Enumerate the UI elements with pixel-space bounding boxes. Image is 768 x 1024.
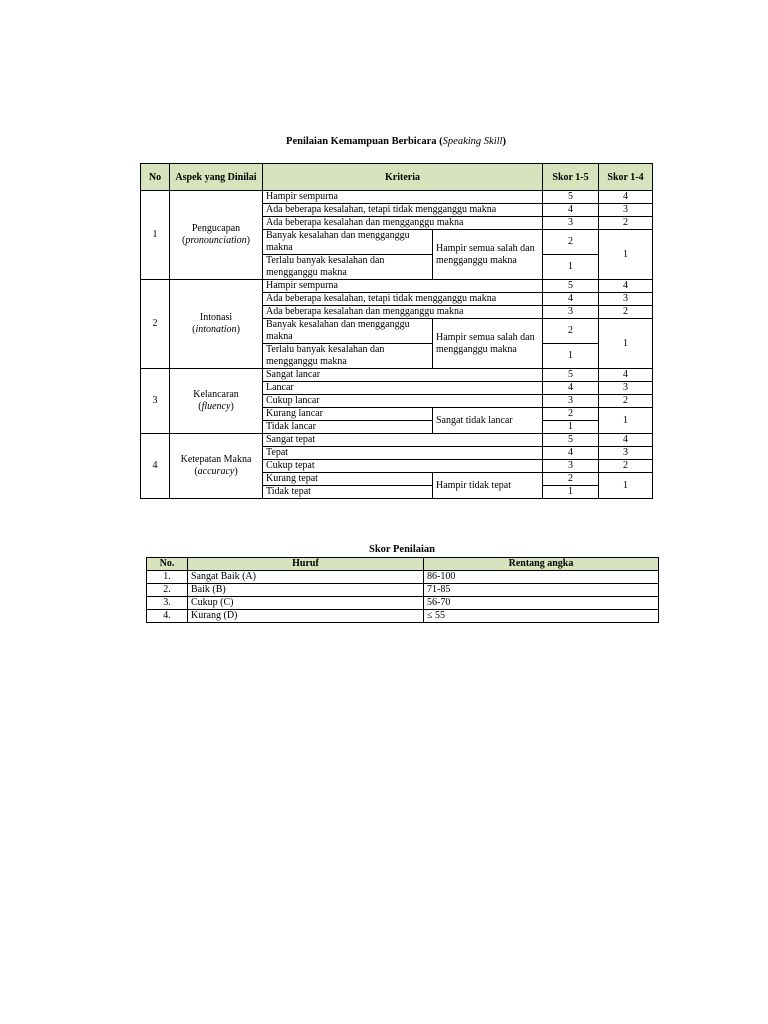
aspect-english: fluency xyxy=(201,401,231,412)
score-header-no: No. xyxy=(147,558,188,571)
header-kriteria: Kriteria xyxy=(263,164,543,191)
criteria-text: Cukup lancar xyxy=(263,395,543,408)
score-1-4: 3 xyxy=(599,382,653,395)
aspect-label: Ketepatan Makna xyxy=(180,454,252,465)
score-1-5: 1 xyxy=(543,421,599,434)
score-no: 4. xyxy=(147,610,188,623)
header-no: No xyxy=(141,164,170,191)
score-table-title: Skor Penilaian xyxy=(368,544,436,555)
criteria-text: Sangat tepat xyxy=(263,434,543,447)
score-1-5: 5 xyxy=(543,280,599,293)
criteria-text: Tidak lancar xyxy=(263,421,433,434)
score-1-5: 2 xyxy=(543,230,599,255)
criteria-merged: Hampir tidak tepat xyxy=(433,473,543,499)
row-number: 4 xyxy=(141,434,170,499)
score-1-5: 3 xyxy=(543,460,599,473)
criteria-text: Tidak tepat xyxy=(263,486,433,499)
table-row xyxy=(141,434,653,447)
aspect-english: intonation xyxy=(195,324,237,335)
criteria-text: Lancar xyxy=(263,382,543,395)
criteria-text: Ada beberapa kesalahan, tetapi tidak mengganggu makna xyxy=(263,293,543,306)
aspect-english: pronounciation xyxy=(185,235,247,246)
title-italic: Speaking Skill xyxy=(442,136,503,147)
aspect-label: Kelancaran xyxy=(193,389,239,400)
aspect-cell: Ketepatan Makna (accuracy) xyxy=(170,434,263,499)
criteria-text: Cukup tepat xyxy=(263,460,543,473)
score-no: 1. xyxy=(147,571,188,584)
criteria-text: Banyak kesalahan dan mengganggu makna xyxy=(263,230,433,255)
score-1-4: 1 xyxy=(599,230,653,280)
rubric-body xyxy=(141,191,653,499)
score-header-row xyxy=(147,558,659,571)
criteria-text: Hampir sempurna xyxy=(263,280,543,293)
aspect-cell: Kelancaran (fluency) xyxy=(170,369,263,434)
score-row xyxy=(147,610,659,623)
score-1-4: 2 xyxy=(599,460,653,473)
score-1-4: 3 xyxy=(599,204,653,217)
table-header-row xyxy=(141,164,653,191)
score-1-5: 2 xyxy=(543,319,599,344)
score-header-huruf: Huruf xyxy=(188,558,424,571)
score-row xyxy=(147,597,659,610)
criteria-merged: Hampir semua salah dan mengganggu makna xyxy=(433,230,543,280)
score-range: 56-70 xyxy=(424,597,659,610)
criteria-text: Terlalu banyak kesalahan dan mengganggu makna xyxy=(263,255,433,280)
score-1-4: 1 xyxy=(599,473,653,499)
score-range: 86-100 xyxy=(424,571,659,584)
score-1-5: 3 xyxy=(543,306,599,319)
criteria-text: Terlalu banyak kesalahan dan mengganggu makna xyxy=(263,344,433,369)
score-1-4: 4 xyxy=(599,280,653,293)
page-title xyxy=(140,136,652,147)
score-no: 2. xyxy=(147,584,188,597)
table-row xyxy=(141,191,653,204)
score-letter: Cukup (C) xyxy=(188,597,424,610)
criteria-text: Kurang lancar xyxy=(263,408,433,421)
score-row xyxy=(147,584,659,597)
criteria-text: Tepat xyxy=(263,447,543,460)
criteria-text: Sangat lancar xyxy=(263,369,543,382)
score-1-4: 4 xyxy=(599,434,653,447)
table-row xyxy=(141,369,653,382)
aspect-label: Pengucapan xyxy=(191,223,241,234)
score-row xyxy=(147,571,659,584)
table-row xyxy=(141,280,653,293)
score-1-5: 4 xyxy=(543,382,599,395)
header-skor-1-4: Skor 1-4 xyxy=(599,164,653,191)
score-1-4: 1 xyxy=(599,319,653,369)
row-number: 1 xyxy=(141,191,170,280)
score-1-5: 1 xyxy=(543,486,599,499)
aspect-english: accuracy xyxy=(197,466,235,477)
score-table xyxy=(146,557,659,623)
speaking-rubric-table xyxy=(140,163,653,499)
score-letter: Baik (B) xyxy=(188,584,424,597)
score-1-5: 1 xyxy=(543,344,599,369)
score-1-5: 3 xyxy=(543,395,599,408)
score-header-rentang: Rentang angka xyxy=(424,558,659,571)
aspect-label: Intonasi xyxy=(199,312,233,323)
criteria-text: Kurang tepat xyxy=(263,473,433,486)
score-1-5: 5 xyxy=(543,369,599,382)
criteria-text: Ada beberapa kesalahan, tetapi tidak mengganggu makna xyxy=(263,204,543,217)
score-1-4: 2 xyxy=(599,217,653,230)
score-1-5: 5 xyxy=(543,191,599,204)
score-1-5: 2 xyxy=(543,408,599,421)
header-aspek: Aspek yang Dinilai xyxy=(170,164,263,191)
score-range: ≤ 55 xyxy=(424,610,659,623)
score-1-5: 4 xyxy=(543,293,599,306)
score-body xyxy=(147,571,659,623)
score-1-4: 2 xyxy=(599,306,653,319)
criteria-merged: Hampir semua salah dan mengganggu makna xyxy=(433,319,543,369)
row-number: 2 xyxy=(141,280,170,369)
score-1-5: 5 xyxy=(543,434,599,447)
score-1-4: 2 xyxy=(599,395,653,408)
criteria-text: Ada beberapa kesalahan dan mengganggu makna xyxy=(263,217,543,230)
score-letter: Sangat Baik (A) xyxy=(188,571,424,584)
score-no: 3. xyxy=(147,597,188,610)
score-1-5: 4 xyxy=(543,204,599,217)
criteria-text: Banyak kesalahan dan mengganggu makna xyxy=(263,319,433,344)
score-1-5: 1 xyxy=(543,255,599,280)
score-letter: Kurang (D) xyxy=(188,610,424,623)
score-range: 71-85 xyxy=(424,584,659,597)
title-main: Penilaian Kemampuan Berbicara ( xyxy=(286,136,443,147)
score-1-4: 4 xyxy=(599,369,653,382)
score-1-4: 4 xyxy=(599,191,653,204)
score-1-4: 3 xyxy=(599,447,653,460)
score-1-4: 3 xyxy=(599,293,653,306)
header-skor-1-5: Skor 1-5 xyxy=(543,164,599,191)
score-1-5: 3 xyxy=(543,217,599,230)
aspect-cell: Intonasi (intonation) xyxy=(170,280,263,369)
score-1-5: 4 xyxy=(543,447,599,460)
criteria-merged: Sangat tidak lancar xyxy=(433,408,543,434)
row-number: 3 xyxy=(141,369,170,434)
criteria-text: Ada beberapa kesalahan dan mengganggu makna xyxy=(263,306,543,319)
criteria-text: Hampir sempurna xyxy=(263,191,543,204)
title-close: ) xyxy=(502,136,506,147)
score-1-4: 1 xyxy=(599,408,653,434)
aspect-cell: Pengucapan (pronounciation) xyxy=(170,191,263,280)
score-1-5: 2 xyxy=(543,473,599,486)
